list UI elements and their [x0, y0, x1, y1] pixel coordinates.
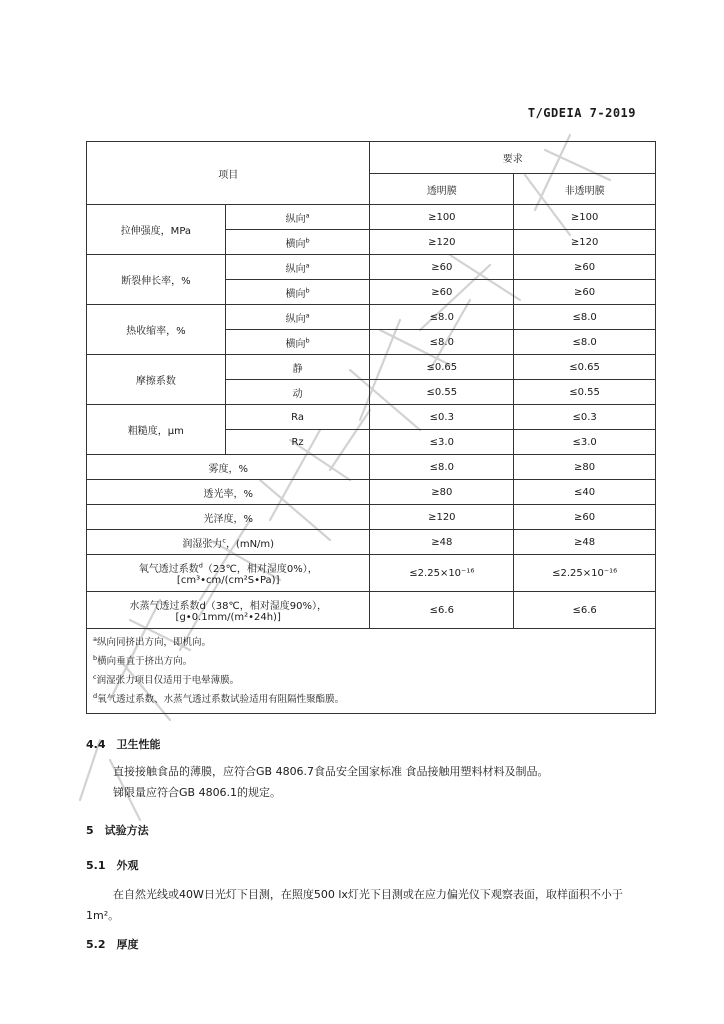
section-5-title: 5 试验方法 [86, 824, 149, 837]
section-5-2-title: 5.2 厚度 [86, 938, 139, 951]
value-opaque: ≥48 [514, 530, 656, 555]
value-opaque: ≥100 [514, 205, 656, 230]
value-transparent: ≥120 [370, 505, 514, 530]
row-label: 润湿张力$^c$，(mN/m) [87, 530, 370, 555]
section-5-1-paragraph: 在自然光线或40W日光灯下目测，在照度500 lx灯光下目测或在应力偏光仪下观察表面，取样面积不小于1m²。 [86, 888, 623, 922]
value-opaque: ≤8.0 [514, 330, 656, 355]
value-opaque: ≤40 [514, 480, 656, 505]
value-opaque: ≤6.6 [514, 592, 656, 629]
table-row [87, 355, 656, 380]
note-line: $^a$纵向同挤出方向，即机向。 [93, 634, 211, 648]
table-row [87, 505, 656, 530]
section-4-4-title: 4.4 卫生性能 [86, 738, 161, 751]
value-transparent: ≤3.0 [370, 430, 514, 455]
value-transparent: ≤0.55 [370, 380, 514, 405]
value-opaque: ≥120 [514, 230, 656, 255]
header-item: 项目 [87, 142, 370, 205]
table-notes [87, 629, 656, 714]
table-row [87, 530, 656, 555]
value-transparent: ≥60 [370, 280, 514, 305]
section-4-4-paragraph-1: 直接接触食品的薄膜，应符合GB 4806.7食品安全国家标准 食品接触用塑料材料及制品。 [113, 765, 549, 778]
header-transparent: 透明膜 [370, 174, 514, 205]
value-opaque: ≥60 [514, 255, 656, 280]
value-opaque: ≤0.65 [514, 355, 656, 380]
note-line: $^b$横向垂直于挤出方向。 [93, 653, 193, 667]
value-transparent: ≥100 [370, 205, 514, 230]
value-transparent: ≥60 [370, 255, 514, 280]
value-transparent: ≥80 [370, 480, 514, 505]
value-opaque: ≤8.0 [514, 305, 656, 330]
document-code: T/GDEIA 7-2019 [527, 106, 636, 120]
row-label: 氧气透过系数$^d$（23℃，相对湿度0%）， [cm³•cm/(cm²S•Pa)] [87, 555, 370, 592]
value-transparent: ≥120 [370, 230, 514, 255]
sub-label: 纵向$^a$ [225, 305, 370, 330]
table-row [87, 255, 656, 280]
value-opaque: ≥60 [514, 505, 656, 530]
table-row [87, 455, 656, 480]
header-requirement: 要求 [370, 142, 656, 174]
value-opaque: ≤3.0 [514, 430, 656, 455]
value-transparent: ≤8.0 [370, 305, 514, 330]
row-label: 热收缩率，% [87, 305, 226, 355]
row-label: 粗糙度，μm [87, 405, 226, 455]
table-row [87, 205, 656, 230]
value-opaque: ≥80 [514, 455, 656, 480]
section-4-4-paragraph-2: 锑限量应符合GB 4806.1的规定。 [113, 786, 282, 799]
header-opaque: 非透明膜 [514, 174, 656, 205]
table-row [87, 592, 656, 629]
sub-label: Rz [225, 430, 370, 455]
spec-table [86, 141, 656, 714]
note-line: $^d$氧气透过系数、水蒸气透过系数试验适用有阻隔性聚酯膜。 [93, 691, 345, 705]
value-transparent: ≤0.65 [370, 355, 514, 380]
value-opaque: ≥60 [514, 280, 656, 305]
table-notes-row [87, 629, 656, 714]
table-row [87, 405, 656, 430]
row-label: 雾度，% [87, 455, 370, 480]
row-label: 摩擦系数 [87, 355, 226, 405]
value-transparent: ≤8.0 [370, 330, 514, 355]
section-5-1-title: 5.1 外观 [86, 859, 139, 872]
table-row [87, 555, 656, 592]
sub-label: Ra [225, 405, 370, 430]
sub-label: 横向$^b$ [225, 280, 370, 305]
row-label: 水蒸气透过系数d（38℃，相对湿度90%）， [g•0.1mm/(m²•24h)] [87, 592, 370, 629]
table-row [87, 305, 656, 330]
sub-label: 横向$^b$ [225, 230, 370, 255]
table-row [87, 480, 656, 505]
row-label: 断裂伸长率，% [87, 255, 226, 305]
value-opaque: ≤0.3 [514, 405, 656, 430]
sub-label: 横向$^b$ [225, 330, 370, 355]
sub-label: 纵向$^a$ [225, 255, 370, 280]
value-transparent: ≤6.6 [370, 592, 514, 629]
row-label: 拉伸强度，MPa [87, 205, 226, 255]
value-opaque: ≤2.25×10⁻¹⁶ [514, 555, 656, 592]
row-label: 光泽度，% [87, 505, 370, 530]
value-transparent: ≤2.25×10⁻¹⁶ [370, 555, 514, 592]
note-line: $^c$润湿张力项目仅适用于电晕薄膜。 [93, 672, 240, 686]
sub-label: 纵向$^a$ [225, 205, 370, 230]
value-transparent: ≤0.3 [370, 405, 514, 430]
sub-label: 动 [225, 380, 370, 405]
sub-label: 静 [225, 355, 370, 380]
value-transparent: ≥48 [370, 530, 514, 555]
value-opaque: ≤0.55 [514, 380, 656, 405]
value-transparent: ≤8.0 [370, 455, 514, 480]
row-label: 透光率，% [87, 480, 370, 505]
